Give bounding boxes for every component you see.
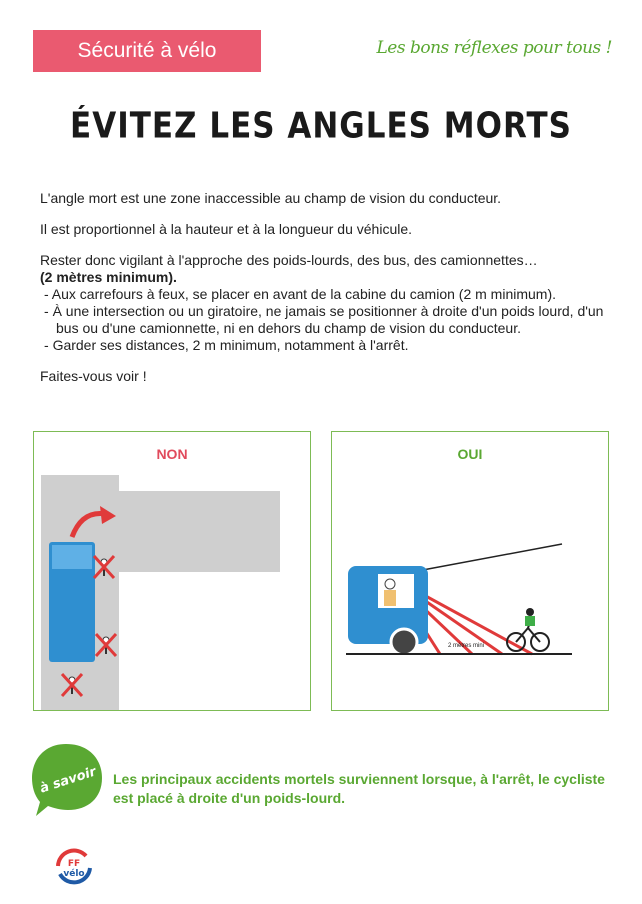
- logo-ff: FF: [67, 859, 81, 869]
- page-title: ÉVITEZ LES ANGLES MORTS: [70, 105, 572, 147]
- list-item: - À une intersection ou un giratoire, ne jamais se positionner à droite d'un poids lourd, d'un bus ou d'une camionnette, ni en dehors du champ de vision du conducteur.: [40, 303, 605, 337]
- panel-oui-label: OUI: [457, 446, 483, 462]
- bubble-label: à savoir: [38, 764, 99, 797]
- oui-illustration: [332, 432, 610, 712]
- logo-velo: vélo: [63, 869, 85, 879]
- list-item: - Garder ses distances, 2 m minimum, notamment à l'arrêt.: [40, 337, 605, 354]
- panel-non-label: NON: [156, 446, 188, 462]
- truck-cab: [52, 545, 92, 569]
- sight-line: [412, 544, 562, 572]
- paragraph-vigilance: Rester donc vigilant à l'approche des poids-lourds, des bus, des camionnettes…: [40, 252, 538, 268]
- slogan: Les bons réflexes pour tous !: [376, 38, 612, 58]
- paragraph-proportion: Il est proportionnel à la hauteur et à la longueur du véhicule.: [40, 221, 413, 237]
- a-savoir-bubble: [30, 740, 106, 820]
- body-text: [40, 190, 605, 399]
- paragraph-distance: (2 mètres minimum).: [40, 269, 177, 285]
- info-text: Les principaux accidents mortels surviennent lorsque, à l'arrêt, le cycliste est placé à droite d'un poids-lourd.: [113, 771, 605, 806]
- paragraph-definition: L'angle mort est une zone inaccessible au champ de vision du conducteur.: [40, 190, 502, 206]
- panel-non: [33, 431, 311, 711]
- truck-wheel: [391, 629, 417, 655]
- driver-head: [385, 579, 395, 589]
- list-item: - Aux carrefours à feux, se placer en avant de la cabine du camion (2 m minimum).: [40, 286, 605, 303]
- distance-label: 2 mètres mini: [448, 643, 485, 649]
- paragraph-closing: Faites-vous voir !: [40, 368, 147, 384]
- panel-oui: [331, 431, 609, 711]
- ffvelo-logo: [52, 846, 94, 886]
- non-illustration: [34, 432, 312, 712]
- advice-list: [40, 286, 605, 354]
- section-tag: Sécurité à vélo: [33, 30, 261, 72]
- driver-body: [384, 590, 396, 606]
